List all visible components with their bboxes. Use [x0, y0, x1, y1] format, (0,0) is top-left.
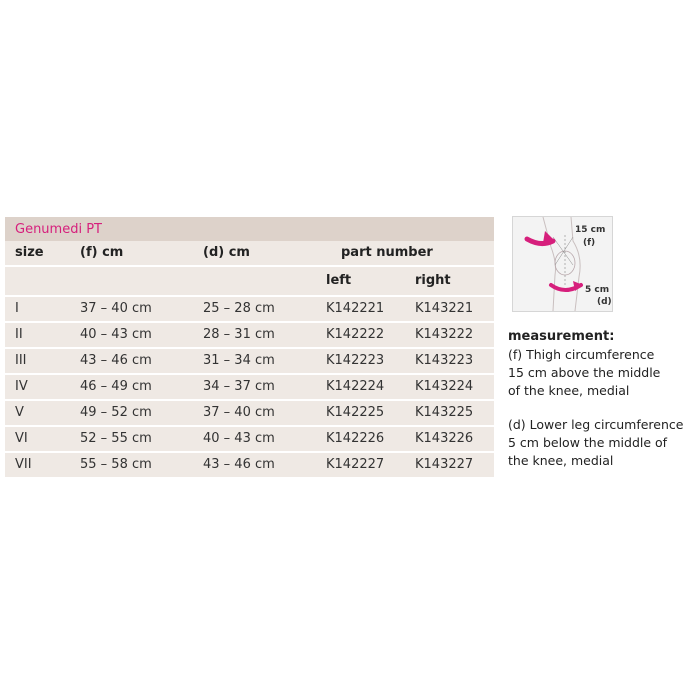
cell-right-part: K143226 [415, 431, 474, 446]
diagram-label-f: (f) [583, 238, 596, 248]
cell-left-part: K142223 [326, 353, 385, 368]
header-right: right [415, 273, 451, 288]
table-row [5, 427, 494, 451]
cell-d-range: 31 – 34 cm [203, 353, 275, 368]
cell-d-range: 34 – 37 cm [203, 379, 275, 394]
cell-d-range: 43 – 46 cm [203, 457, 275, 472]
measurement-d-line: (d) Lower leg circumference [508, 417, 684, 432]
cell-size: I [15, 301, 19, 316]
cell-left-part: K142225 [326, 405, 385, 420]
cell-d-range: 37 – 40 cm [203, 405, 275, 420]
leg-outline-left [543, 217, 556, 311]
cell-size: VI [15, 431, 28, 446]
measurement-f-line: of the knee, medial [508, 383, 630, 398]
table-row [5, 349, 494, 373]
cell-left-part: K142222 [326, 327, 385, 342]
table-subheader-row [5, 267, 494, 295]
diagram-label-d: (d) [597, 297, 612, 307]
header-part-number: part number [341, 245, 433, 260]
cell-right-part: K143222 [415, 327, 474, 342]
cell-right-part: K143221 [415, 301, 474, 316]
cell-d-range: 28 – 31 cm [203, 327, 275, 342]
cell-size: II [15, 327, 23, 342]
table-row [5, 323, 494, 347]
diagram-label-5cm: 5 cm [585, 285, 610, 295]
measurement-f-line: 15 cm above the middle [508, 365, 661, 380]
cell-f-range: 40 – 43 cm [80, 327, 152, 342]
cell-f-range: 55 – 58 cm [80, 457, 152, 472]
table-title-bar [5, 217, 494, 241]
measurement-d-line: 5 cm below the middle of [508, 435, 668, 450]
cell-right-part: K143227 [415, 457, 474, 472]
cell-size: VII [15, 457, 32, 472]
diagram-label-15cm: 15 cm [575, 225, 606, 235]
table-row [5, 401, 494, 425]
table-title: Genumedi PT [15, 221, 102, 237]
cell-left-part: K142221 [326, 301, 385, 316]
header-size: size [15, 245, 44, 260]
cell-right-part: K143225 [415, 405, 474, 420]
cell-f-range: 43 – 46 cm [80, 353, 152, 368]
cell-size: III [15, 353, 27, 368]
header-d: (d) cm [203, 245, 250, 260]
cell-left-part: K142226 [326, 431, 385, 446]
cell-d-range: 40 – 43 cm [203, 431, 275, 446]
cell-f-range: 46 – 49 cm [80, 379, 152, 394]
cell-f-range: 52 – 55 cm [80, 431, 152, 446]
cell-size: V [15, 405, 24, 420]
header-left: left [326, 273, 352, 288]
size-table [5, 217, 494, 477]
knee-measurement-diagram [512, 216, 613, 312]
cell-f-range: 37 – 40 cm [80, 301, 152, 316]
measure-line-1 [553, 237, 573, 265]
cell-f-range: 49 – 52 cm [80, 405, 152, 420]
cell-left-part: K142224 [326, 379, 385, 394]
table-row [5, 453, 494, 477]
table-header-row [5, 241, 494, 265]
cell-left-part: K142227 [326, 457, 385, 472]
measurement-title: measurement: [508, 329, 615, 344]
measurement-f-line: (f) Thigh circumference [508, 347, 655, 362]
measurement-notes [508, 328, 700, 470]
table-row [5, 375, 494, 399]
cell-right-part: K143223 [415, 353, 474, 368]
table-row [5, 297, 494, 321]
cell-size: IV [15, 379, 28, 394]
header-f: (f) cm [80, 245, 124, 260]
cell-right-part: K143224 [415, 379, 474, 394]
table-body [5, 297, 494, 477]
measurement-d-line: the knee, medial [508, 453, 614, 468]
cell-d-range: 25 – 28 cm [203, 301, 275, 316]
